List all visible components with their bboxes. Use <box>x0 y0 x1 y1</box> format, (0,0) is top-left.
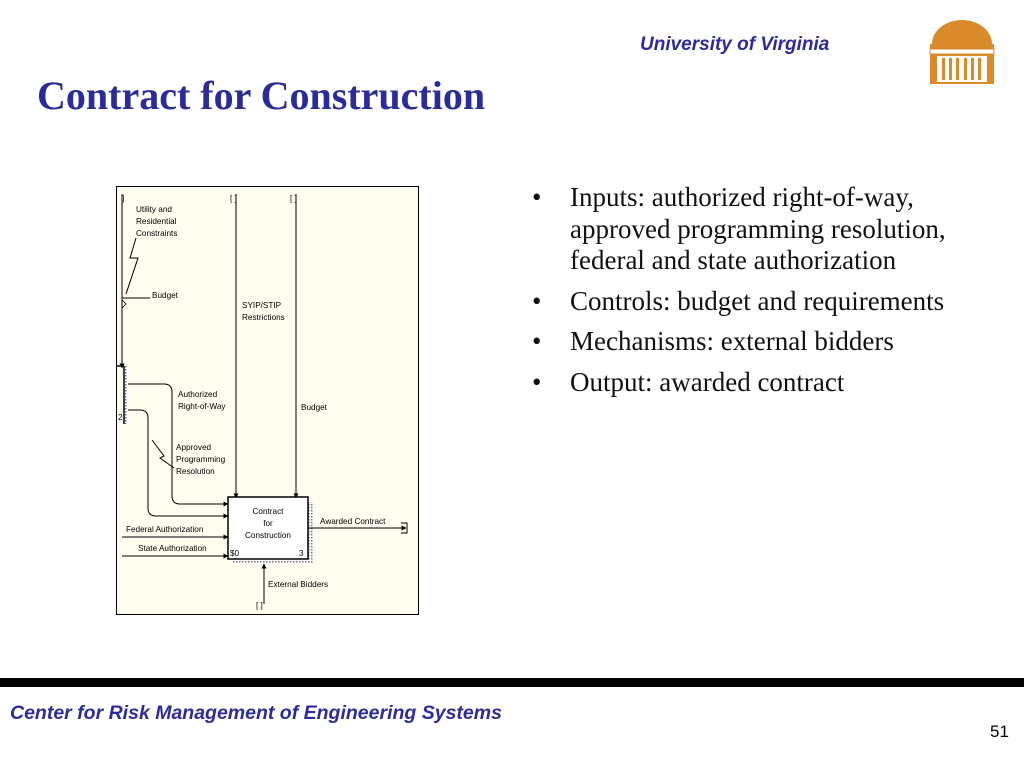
state-label: State Authorization <box>138 544 207 553</box>
footer-rule <box>0 678 1024 687</box>
tunnel-top-left: ] <box>122 194 125 203</box>
box-number: 3 <box>299 549 304 558</box>
authorized-label-1: Authorized <box>178 390 218 399</box>
budget-right-label: Budget <box>301 403 327 412</box>
approved-label-3: Resolution <box>176 467 215 476</box>
budget-left-label: Budget <box>152 291 178 300</box>
rotunda-icon <box>928 14 996 91</box>
syip-label-2: Restrictions <box>242 313 285 322</box>
university-name: University of Virginia <box>640 34 830 55</box>
tunnel-top-mid: [ ] <box>230 194 237 203</box>
federal-label: Federal Authorization <box>126 525 204 534</box>
syip-label-1: SYIP/STIP <box>242 301 282 310</box>
awarded-label: Awarded Contract <box>320 517 386 526</box>
bullet-controls <box>532 286 1002 318</box>
utility-label-3: Constraints <box>136 229 178 238</box>
left-box-number: 2 <box>118 413 123 422</box>
bullet-inputs <box>532 182 1002 277</box>
box-line-3: Construction <box>245 531 291 540</box>
page-number: 51 <box>990 722 1009 741</box>
box-cost: $0 <box>230 549 240 558</box>
tunnel-top-right: [ ] <box>290 194 297 203</box>
approved-label-2: Programming <box>176 455 226 464</box>
bullet-output <box>532 367 1002 399</box>
idef0-diagram <box>116 186 420 621</box>
box-line-2: for <box>263 519 273 528</box>
bullet-dot-icon: • <box>532 285 542 316</box>
approved-label-1: Approved <box>176 443 212 452</box>
bullet-dot-icon: • <box>532 366 542 397</box>
slide-title: Contract for Construction <box>37 73 486 118</box>
bullet-text: Mechanisms: external bidders <box>570 326 894 356</box>
bullet-dot-icon: • <box>532 182 542 212</box>
bullet-text: Inputs: authorized right-of-way, approved programming resolution, federal and state authorization <box>570 182 946 275</box>
authorized-label-2: Right-of-Way <box>178 402 226 411</box>
bullet-list <box>532 182 1002 407</box>
footer-center-name: Center for Risk Management of Engineering Systems <box>10 702 502 724</box>
bullet-text: Controls: budget and requirements <box>570 285 945 316</box>
bullet-mechanisms <box>532 326 1002 358</box>
bullet-dot-icon: • <box>532 326 542 356</box>
bullet-text: Output: awarded contract <box>570 366 845 397</box>
box-line-1: Contract <box>252 507 284 516</box>
utility-label-1: Utility and <box>136 205 172 214</box>
tunnel-bottom: [ ] <box>256 601 263 610</box>
utility-label-2: Residential <box>136 217 177 226</box>
external-label: External Bidders <box>268 580 329 589</box>
